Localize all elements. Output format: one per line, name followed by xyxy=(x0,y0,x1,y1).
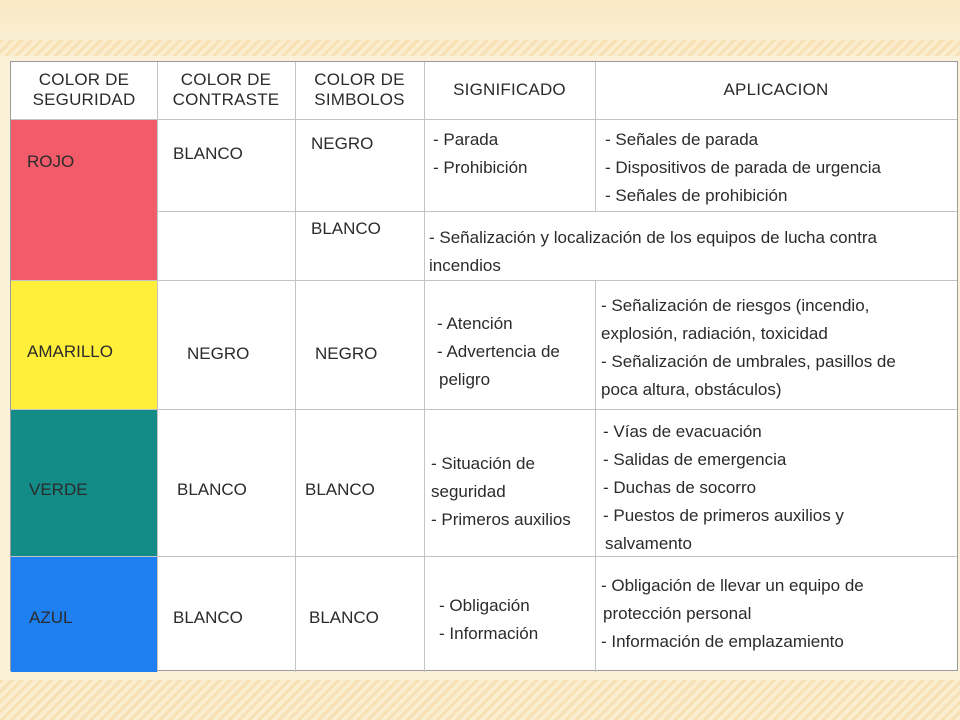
aplicacion-azul: - Obligación de llevar un equipo de protección personal - Información de emplazamiento xyxy=(601,576,864,651)
header-aplicacion: APLICACION xyxy=(723,80,829,99)
simbolos-rojo-1: NEGRO xyxy=(311,134,374,153)
contraste-azul: BLANCO xyxy=(173,608,243,627)
row-divider xyxy=(11,280,957,281)
simbolos-azul: BLANCO xyxy=(309,608,379,627)
list-item: - Prohibición xyxy=(433,154,528,182)
significado-amarillo: - Atención - Advertencia de peligro xyxy=(437,314,560,389)
significado-verde: - Situación de seguridad - Primeros auxilios xyxy=(431,454,571,529)
color-name-azul: AZUL xyxy=(29,608,73,627)
column-divider xyxy=(595,280,596,672)
decorative-stripe-top xyxy=(0,40,960,56)
contraste-verde: BLANCO xyxy=(177,480,247,499)
contraste-amarillo: NEGRO xyxy=(187,344,250,363)
list-item: - Información xyxy=(439,620,538,648)
aplicacion-rojo xyxy=(605,126,881,210)
header-color-contraste: COLOR DE CONTRASTE xyxy=(172,70,280,109)
significado-azul xyxy=(439,592,538,648)
header-significado: SIGNIFICADO xyxy=(453,80,566,99)
simbolos-verde: BLANCO xyxy=(305,480,375,499)
row-divider xyxy=(11,409,957,410)
column-divider xyxy=(295,62,296,672)
aplicacion-amarillo: - Señalización de riesgos (incendio, explosión, radiación, toxicidad - Señalización de umbrales, pasillos de poca altura, obstáculos) xyxy=(601,296,896,399)
color-name-rojo: ROJO xyxy=(27,152,75,171)
list-item: - Señales de prohibición xyxy=(605,182,881,210)
aplicacion-verde: - Vías de evacuación - Salidas de emergencia - Duchas de socorro - Puestos de primeros auxilios y salvamento xyxy=(603,422,844,553)
color-swatch-rojo xyxy=(11,120,157,280)
header-divider xyxy=(11,119,957,120)
list-item: - Señales de parada xyxy=(605,126,881,154)
list-item: - Parada xyxy=(433,126,528,154)
color-name-verde: VERDE xyxy=(29,480,88,499)
contraste-rojo: BLANCO xyxy=(173,144,243,163)
list-item: - Dispositivos de parada de urgencia xyxy=(605,154,881,182)
simbolos-rojo-2: BLANCO xyxy=(311,219,381,238)
color-name-amarillo: AMARILLO xyxy=(27,342,113,361)
column-divider xyxy=(424,62,425,672)
rojo-subrow-divider xyxy=(157,211,957,212)
decorative-stripe-bottom xyxy=(0,680,960,720)
header-color-simbolos: COLOR DE SIMBOLOS xyxy=(314,70,405,109)
header-color-seguridad: COLOR DE SEGURIDAD xyxy=(32,70,136,109)
column-divider xyxy=(157,62,158,672)
aplicacion-rojo-2: - Señalización y localización de los equipos de lucha contra incendios xyxy=(429,228,877,275)
simbolos-amarillo: NEGRO xyxy=(315,344,378,363)
significado-rojo xyxy=(433,126,528,182)
safety-colors-table xyxy=(10,61,958,671)
list-item: - Obligación xyxy=(439,592,538,620)
